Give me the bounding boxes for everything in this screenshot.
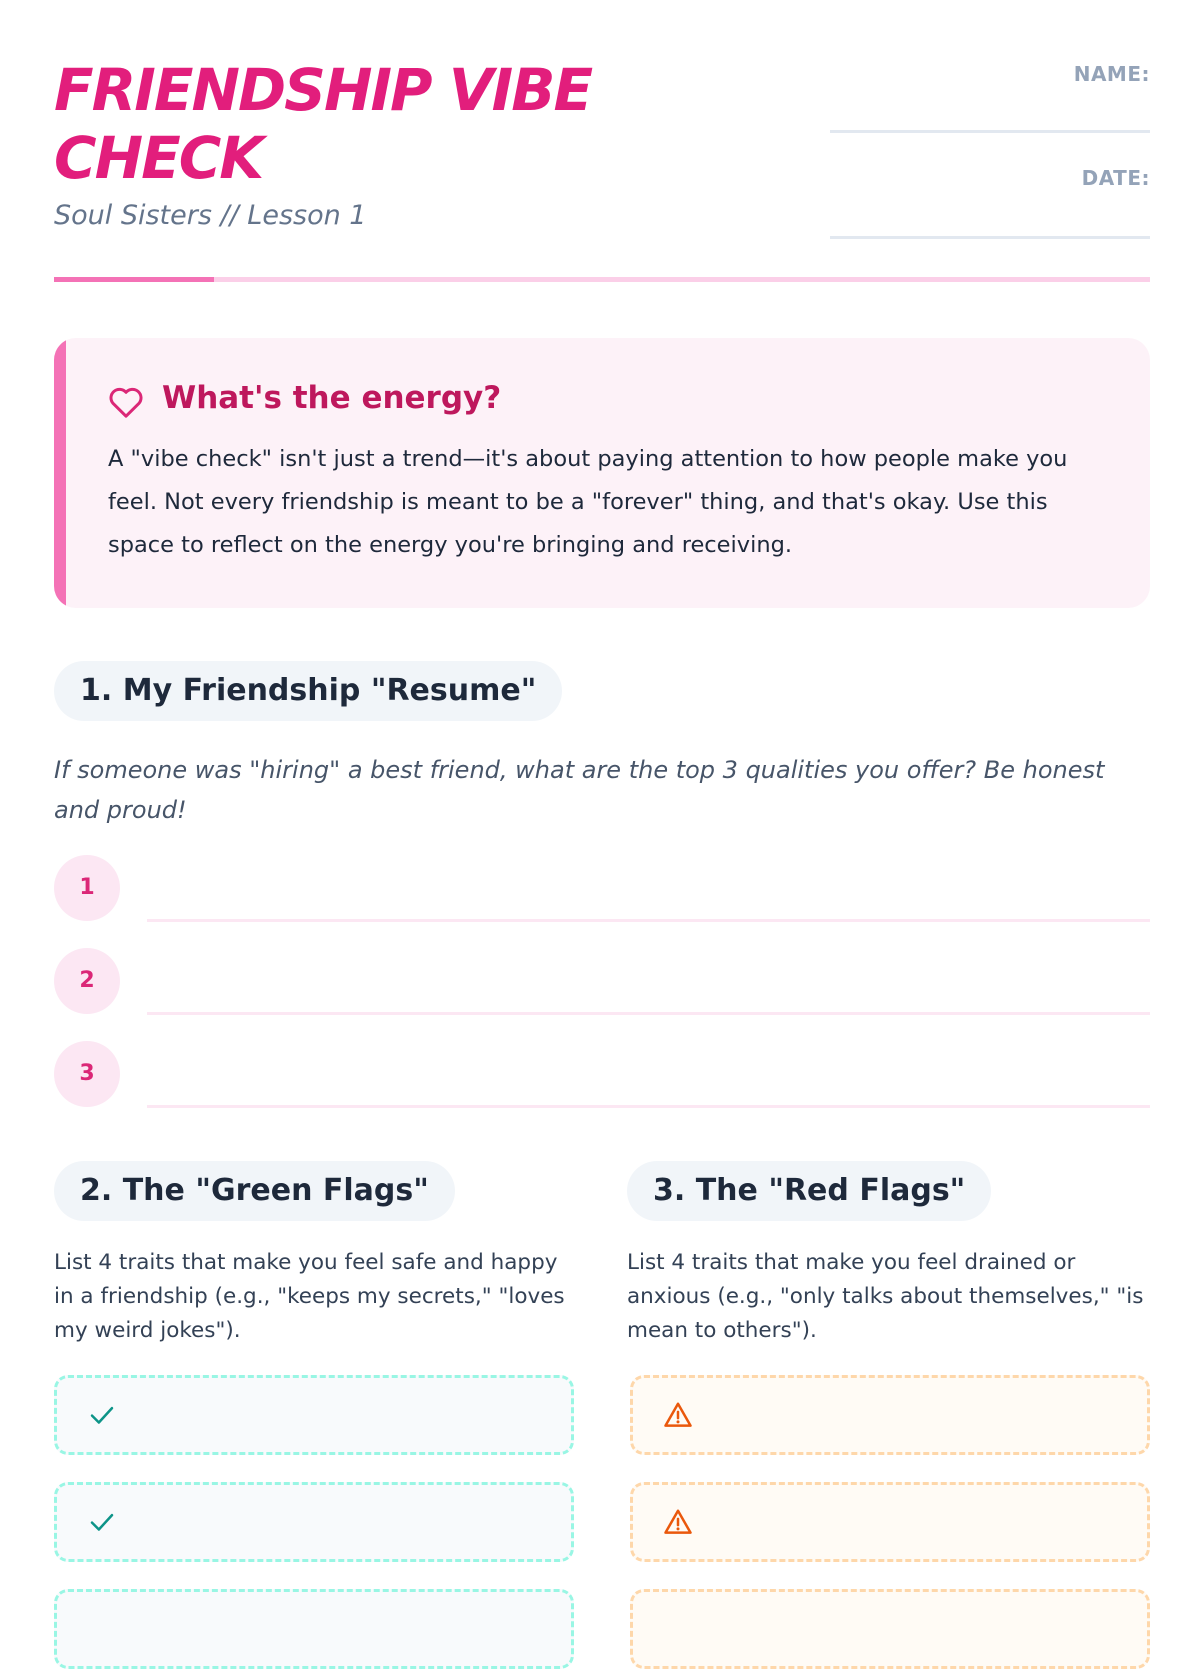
section-2-description: List 4 traits that make you feel safe and happy in a friendship (e.g., "keeps my secrets," "loves my weird jokes"). xyxy=(54,1250,565,1343)
header-divider-accent xyxy=(54,277,214,282)
section-3-description: List 4 traits that make you feel drained or anxious (e.g., "only talks about themselves," "is mean to others"). xyxy=(627,1250,1144,1343)
heart-icon xyxy=(106,382,146,422)
red-flag-box-3[interactable] xyxy=(630,1589,1150,1669)
worksheet-page xyxy=(54,0,1150,1600)
answer-line-3[interactable] xyxy=(147,1105,1150,1108)
name-field-line[interactable] xyxy=(830,130,1150,133)
item-number-2: 2 xyxy=(54,948,120,1014)
warning-icon xyxy=(663,1507,693,1537)
header-divider xyxy=(54,277,1150,282)
green-flag-box-2[interactable] xyxy=(54,1482,574,1562)
worksheet-subtitle: Soul Sisters // Lesson 1 xyxy=(54,200,367,231)
section-1-title: 1. My Friendship "Resume" xyxy=(54,661,562,721)
green-flag-box-1[interactable] xyxy=(54,1375,574,1455)
warning-icon xyxy=(663,1400,693,1430)
worksheet-title: FRIENDSHIP VIBE CHECK xyxy=(54,56,592,192)
item-number-3: 3 xyxy=(54,1041,120,1107)
answer-line-2[interactable] xyxy=(147,1012,1150,1015)
section-1-prompt: If someone was "hiring" a best friend, what are the top 3 qualities you offer? Be honest and proud! xyxy=(54,756,1105,824)
intro-accent-bar xyxy=(54,338,66,608)
answer-line-1[interactable] xyxy=(147,919,1150,922)
intro-body: A "vibe check" isn't just a trend—it's about paying attention to how people make you feel. Not every friendship is meant to be a "forever" thing, and that's okay. Use this space to reflect on the energy you're bringing and receiving. xyxy=(108,446,1068,558)
red-flag-box-1[interactable] xyxy=(630,1375,1150,1455)
section-2-title: 2. The "Green Flags" xyxy=(54,1161,455,1221)
check-icon xyxy=(87,1507,117,1537)
section-3-title: 3. The "Red Flags" xyxy=(627,1161,991,1221)
date-label: DATE: xyxy=(1081,166,1150,190)
red-flag-box-2[interactable] xyxy=(630,1482,1150,1562)
green-flag-box-3[interactable] xyxy=(54,1589,574,1669)
item-number-1: 1 xyxy=(54,855,120,921)
check-icon xyxy=(87,1400,117,1430)
date-field-line[interactable] xyxy=(830,236,1150,239)
intro-heading: What's the energy? xyxy=(162,380,502,416)
name-label: NAME: xyxy=(1073,62,1150,86)
